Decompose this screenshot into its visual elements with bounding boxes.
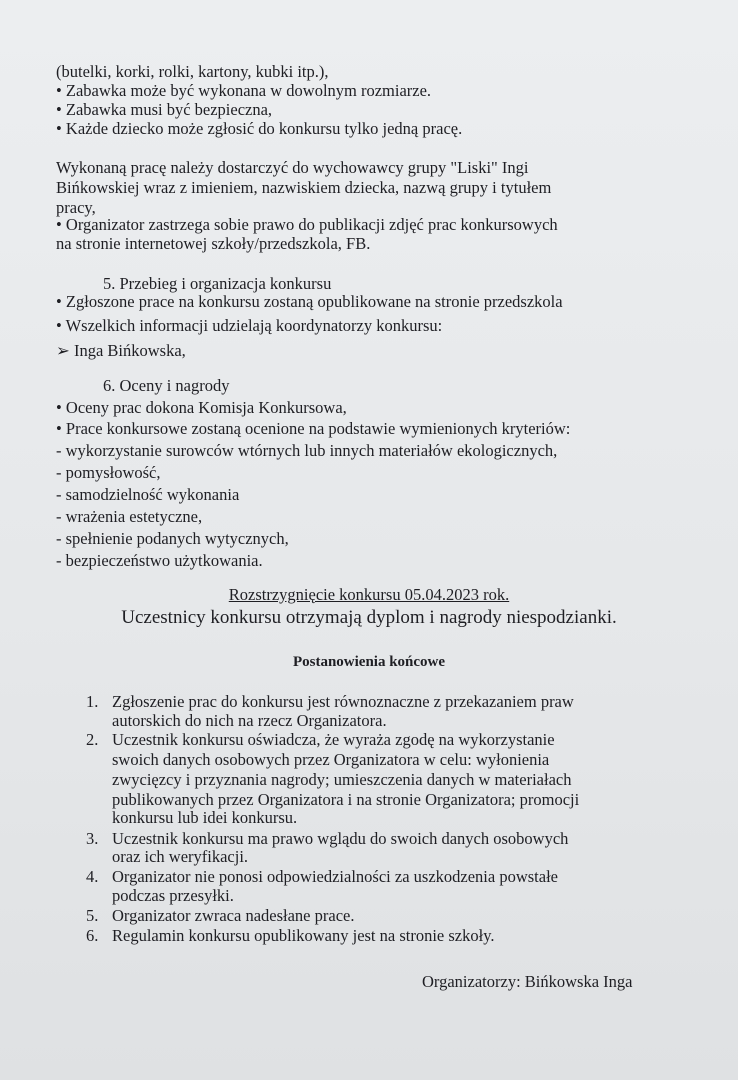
prizes-announcement: Uczestnicy konkursu otrzymają dyplom i nagrody niespodzianki. (121, 607, 617, 628)
numbered-item (86, 867, 558, 886)
section-heading: 6. Oceny i nagrody (103, 376, 230, 395)
bullet-item: • Prace konkursowe zostaną ocenione na podstawie wymienionych kryteriów: (56, 419, 571, 438)
bullet-item: • Zabawka musi być bezpieczna, (56, 100, 273, 119)
final-provisions-heading: Postanowienia końcowe (292, 654, 446, 670)
numbered-item (86, 692, 574, 711)
text-line: pracy, (56, 198, 96, 217)
list-item: - spełnienie podanych wytycznych, (56, 529, 289, 548)
item-text: Uczestnik konkursu oświadcza, że wyraża zgodę na wykorzystanie (112, 730, 555, 749)
bullet-item: • Zgłoszone prace na konkursu zostaną opublikowane na stronie przedszkola (56, 292, 563, 311)
item-number: 2. (86, 730, 99, 749)
numbered-item (86, 829, 568, 848)
numbered-item (86, 906, 354, 925)
item-text: oraz ich weryfikacji. (112, 847, 249, 866)
list-item: - bezpieczeństwo użytkowania. (56, 551, 263, 570)
organizers-signature-line: Organizatorzy: Bińkowska Inga (422, 972, 633, 991)
item-text: podczas przesyłki. (112, 886, 234, 905)
text-line: Bińkowskiej wraz z imieniem, nazwiskiem dziecka, nazwą grupy i tytułem (56, 178, 552, 197)
bullet-item: ➢ Inga Bińkowska, (56, 341, 186, 360)
item-text: Zgłoszenie prac do konkursu jest równoznaczne z przekazaniem praw (112, 692, 574, 711)
item-text: swoich danych osobowych przez Organizatora w celu: wyłonienia (112, 750, 550, 769)
numbered-item (86, 730, 555, 749)
list-item: - pomysłowość, (56, 463, 161, 482)
item-text: Organizator zwraca nadesłane prace. (112, 906, 355, 925)
text-line: na stronie internetowej szkoły/przedszkola, FB. (56, 234, 371, 253)
bullet-item: • Organizator zastrzega sobie prawo do publikacji zdjęć prac konkursowych (56, 215, 558, 234)
item-number: 3. (86, 829, 99, 848)
item-text: zwycięzcy i przyznania nagrody; umieszczenia danych w materiałach (112, 770, 572, 789)
item-text: publikowanych przez Organizatora i na stronie Organizatora; promocji (112, 790, 580, 809)
text-line: (butelki, korki, rolki, kartony, kubki itp.), (56, 62, 329, 81)
item-text: Regulamin konkursu opublikowany jest na stronie szkoły. (112, 926, 495, 945)
resolution-date: Rozstrzygnięcie konkursu 05.04.2023 rok. (228, 585, 510, 604)
item-number: 1. (86, 692, 99, 711)
bullet-item: • Oceny prac dokona Komisja Konkursowa, (56, 398, 347, 417)
item-text: Organizator nie ponosi odpowiedzialności za uszkodzenia powstałe (112, 867, 558, 886)
text-line: Wykonaną pracę należy dostarczyć do wychowawcy grupy "Liski" Ingi (56, 158, 529, 177)
item-number: 4. (86, 867, 99, 886)
list-item: - wrażenia estetyczne, (56, 507, 203, 526)
list-item: - wykorzystanie surowców wtórnych lub innych materiałów ekologicznych, (56, 441, 558, 460)
section-heading: 5. Przebieg i organizacja konkursu (103, 274, 332, 293)
item-text: konkursu lub idei konkursu. (112, 808, 298, 827)
item-number: 6. (86, 926, 99, 945)
item-text: autorskich do nich na rzecz Organizatora. (112, 711, 387, 730)
list-item: - samodzielność wykonania (56, 485, 240, 504)
bullet-item: • Każde dziecko może zgłosić do konkursu tylko jedną pracę. (56, 119, 463, 138)
numbered-item (86, 926, 495, 945)
item-number: 5. (86, 906, 99, 925)
item-text: Uczestnik konkursu ma prawo wglądu do swoich danych osobowych (112, 829, 569, 848)
bullet-item: • Zabawka może być wykonana w dowolnym rozmiarze. (56, 81, 432, 100)
bullet-item: • Wszelkich informacji udzielają koordynatorzy konkursu: (56, 316, 443, 335)
